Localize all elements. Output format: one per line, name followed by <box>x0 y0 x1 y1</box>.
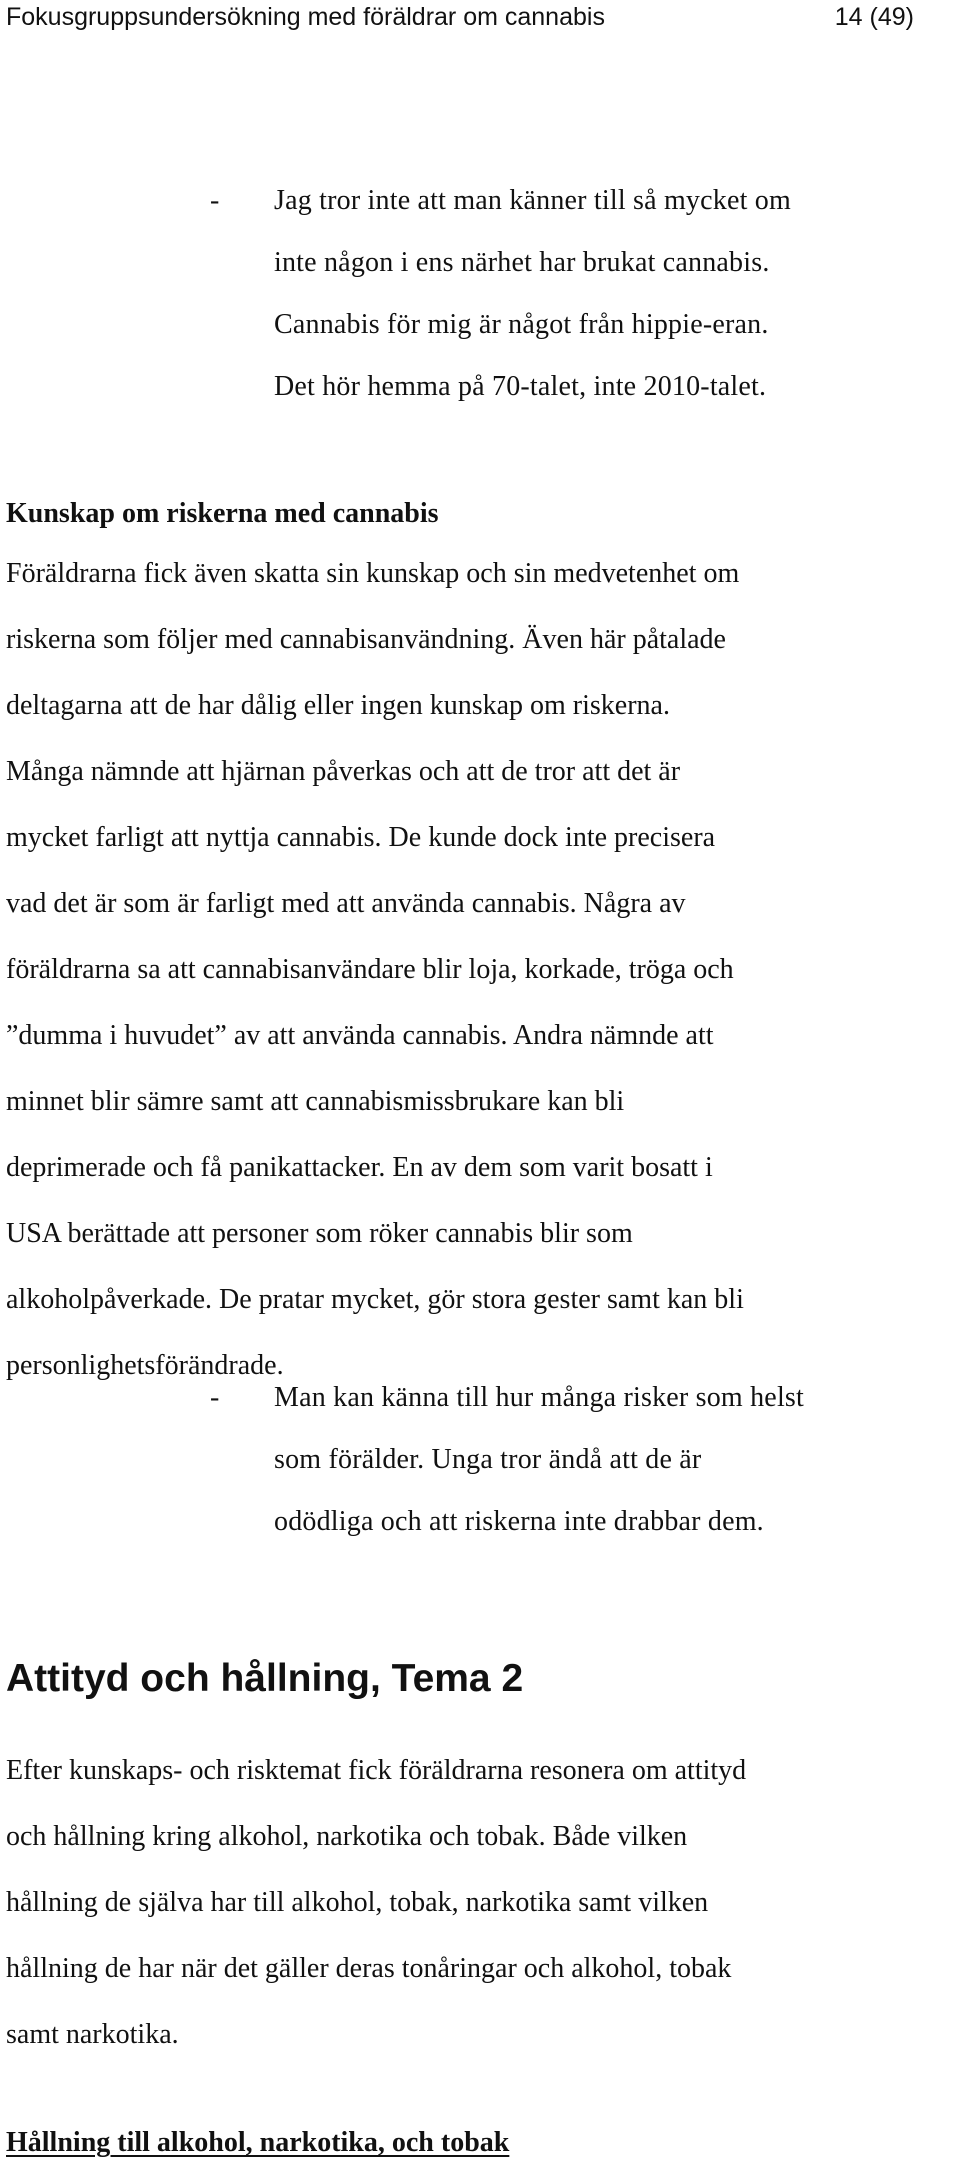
quote-line: Det hör hemma på 70-talet, inte 2010-talet. <box>274 371 767 402</box>
quote-line: Man kan känna till hur många risker som helst <box>274 1382 804 1413</box>
quote-block-risks <box>210 1367 930 1553</box>
paragraph-line: deprimerade och få panikattacker. En av dem som varit bosatt i <box>6 1152 713 1183</box>
paragraph-risks <box>6 541 940 1399</box>
chapter-heading: Attityd och hållning, Tema 2 <box>6 1657 524 1700</box>
paragraph-line: minnet blir sämre samt att cannabismissbrukare kan bli <box>6 1086 625 1117</box>
subsection-heading: Hållning till alkohol, narkotika, och tobak <box>6 2127 510 2158</box>
paragraph-line: hållning de har när det gäller deras tonåringar och alkohol, tobak <box>6 1953 732 1984</box>
paragraph-line: alkoholpåverkade. De pratar mycket, gör stora gester samt kan bli <box>6 1284 744 1315</box>
paragraph-line: ”dumma i huvudet” av att använda cannabis. Andra nämnde att <box>6 1020 714 1051</box>
quote-line: inte någon i ens närhet har brukat cannabis. <box>274 247 770 278</box>
document-title: Fokusgruppsundersökning med föräldrar om cannabis <box>6 3 605 31</box>
paragraph-line: föräldrarna sa att cannabisanvändare blir loja, korkade, tröga och <box>6 954 734 985</box>
quote-line: Jag tror inte att man känner till så mycket om <box>274 185 791 216</box>
paragraph-line: Efter kunskaps- och risktemat fick föräldrarna resonera om attityd <box>6 1755 747 1786</box>
quote-line: som förälder. Unga tror ändå att de är <box>274 1444 702 1475</box>
paragraph-line: hållning de själva har till alkohol, tobak, narkotika samt vilken <box>6 1887 709 1918</box>
paragraph-line: Många nämnde att hjärnan påverkas och att de tror att det är <box>6 756 681 787</box>
paragraph-line: samt narkotika. <box>6 2019 179 2050</box>
paragraph-line: Föräldrarna fick även skatta sin kunskap och sin medvetenhet om <box>6 558 740 589</box>
quote-block-knowledge <box>210 170 930 418</box>
paragraph-line: och hållning kring alkohol, narkotika och tobak. Både vilken <box>6 1821 688 1852</box>
paragraph-line: riskerna som följer med cannabisanvändning. Även här påtalade <box>6 624 726 655</box>
paragraph-line: vad det är som är farligt med att använda cannabis. Några av <box>6 888 686 919</box>
paragraph-line: personlighetsförändrade. <box>6 1350 284 1381</box>
section-heading-risks: Kunskap om riskerna med cannabis <box>6 498 439 529</box>
paragraph-attitude <box>6 1738 940 2068</box>
page-number: 14 (49) <box>834 3 914 31</box>
running-header <box>6 0 914 34</box>
quote-dash: - <box>210 185 220 216</box>
paragraph-line: mycket farligt att nyttja cannabis. De kunde dock inte precisera <box>6 822 716 853</box>
paragraph-line: deltagarna att de har dålig eller ingen kunskap om riskerna. <box>6 690 670 721</box>
paragraph-line: USA berättade att personer som röker cannabis blir som <box>6 1218 633 1249</box>
quote-dash: - <box>210 1382 220 1413</box>
quote-line: Cannabis för mig är något från hippie-eran. <box>274 309 769 340</box>
quote-line: odödliga och att riskerna inte drabbar dem. <box>274 1506 764 1537</box>
